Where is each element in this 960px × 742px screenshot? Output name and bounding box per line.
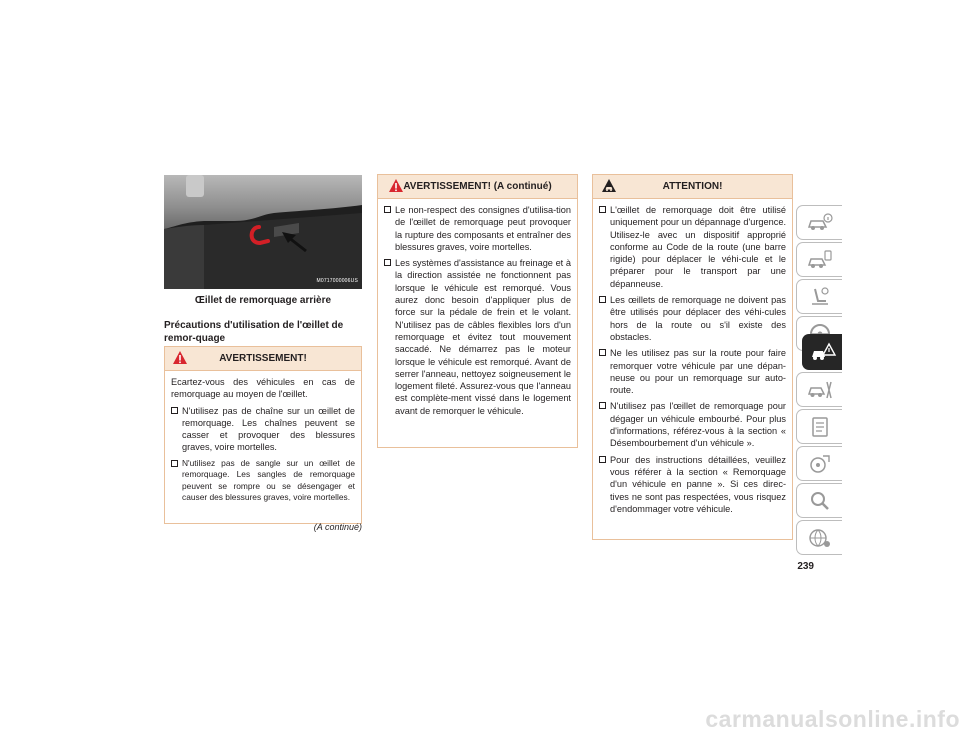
checkbox-bullet-icon (171, 407, 178, 414)
attention-box-header (593, 175, 792, 199)
list-item: N'utilisez pas de sangle sur un œillet de remorquage. Les sangles de remorquage peuvent se rompre ou se désengager et causer des blessures graves, voire mortelles. (171, 458, 355, 504)
list-item: Ne les utilisez pas sur la route pour faire remorquer votre véhicule par une dépan-neuse ou pour un remorquage sur auto-route. (599, 347, 786, 396)
checkbox-bullet-icon (599, 206, 606, 213)
nav-tab-service[interactable] (796, 372, 842, 407)
watermark: carmanualsonline.info (705, 706, 960, 732)
checkbox-bullet-icon (599, 349, 606, 356)
continued-note: (A continué) (313, 522, 362, 532)
page-number: 239 (797, 561, 814, 572)
warning-box-continued (377, 174, 578, 448)
list-item: Les œillets de remorquage ne doivent pas être utilisés pour déplacer des véhi-cules hors de la route ou s'il existe des obstacles. (599, 294, 786, 343)
warning-cont-list (384, 204, 571, 417)
warning-box-continued-body (378, 199, 577, 417)
attention-box-body (593, 199, 792, 515)
nav-tab-car-info[interactable] (796, 205, 842, 240)
warning-box-body (165, 371, 361, 503)
tow-hook-illustration (164, 175, 362, 289)
list-item: Pour des instructions détaillées, veuillez vous référer à la section « Remorquage d'un véhicule en panne ». Si ces direc-tives ne sont pas respectées, vous risquez d'endommager votre véhicule. (599, 454, 786, 515)
nav-tab-search[interactable] (796, 483, 842, 518)
checkbox-bullet-icon (384, 206, 391, 213)
nav-tab-media[interactable] (796, 446, 842, 481)
warning-box (164, 346, 362, 524)
attention-box (592, 174, 793, 540)
nav-tab-specs[interactable] (796, 409, 842, 444)
checkbox-bullet-icon (599, 296, 606, 303)
warning-box-title: AVERTISSEMENT! (219, 353, 307, 364)
warning-box-continued-title: AVERTISSEMENT! (A continué) (403, 181, 552, 192)
media-icon (806, 452, 834, 476)
attention-box-title: ATTENTION! (662, 181, 723, 192)
car-tools-icon (806, 378, 834, 402)
warning-car-icon (809, 340, 837, 364)
spec-sheet-icon (806, 415, 834, 439)
car-key-icon (806, 248, 834, 272)
tow-hook-photo (164, 175, 362, 289)
seat-icon (806, 285, 834, 309)
list-item: Les systèmes d'assistance au freinage et à la direction assistée ne fonctionnent pas lorsque le véhicule est remorqué. Vous aurez donc besoin d'appliquer plus de force sur la pédale de frein et le volant. N'utilisez pas de câbles flexibles lors d'un remorquage et évitez tout mouvement saccadé. Ne démarrez pas le moteur lorsque le véhicule est remorqué. Avant de serrer l'anneau, nettoyez soigneusement le logement fileté. Assurez-vous que l'anneau est complète-ment vissé dans le logement avant de remorquer le véhicule. (384, 257, 571, 417)
attention-list (599, 204, 786, 515)
list-item: L'œillet de remorquage doit être utilisé uniquement pour un dépannage d'urgence. Utilisez-le avec un dispositif approprié conforme au Code de la route (une barre rigide) pour déplacer le véhi-cule et le préparer pour le transport par une dépanneuse. (599, 204, 786, 290)
section-heading: Précautions d'utilisation de l'œillet de remor-quage (164, 320, 344, 344)
checkbox-bullet-icon (384, 259, 391, 266)
warning-box-continued-header (378, 175, 577, 199)
nav-tab-car-key[interactable] (796, 242, 842, 277)
list-item: Le non-respect des consignes d'utilisa-tion de l'œillet de remorquage peut provoquer la rupture des composants et entraîner des blessures graves, voire mortelles. (384, 204, 571, 253)
language-icon (806, 526, 834, 550)
checkbox-bullet-icon (599, 456, 606, 463)
magnifier-icon (806, 489, 834, 513)
list-item: N'utilisez pas de chaîne sur un œillet de remorquage. Les chaînes peuvent se casser et provoquer des blessures graves, voire mortelles. (171, 405, 355, 454)
car-info-icon (806, 211, 834, 235)
nav-tab-emergency[interactable] (802, 334, 842, 370)
list-item: N'utilisez pas l'œillet de remorquage pour dégager un véhicule embourbé. Pour plus d'informations, référez-vous à la section « Désembourbement d'un véhicule ». (599, 400, 786, 449)
warning-intro: Ecartez-vous des véhicules en cas de remorquage au moyen de l'œillet. (171, 377, 355, 400)
warning-list (171, 405, 355, 504)
image-code: M0717000006US (316, 278, 358, 284)
nav-tab-seat[interactable] (796, 279, 842, 314)
checkbox-bullet-icon (171, 460, 178, 467)
figure-caption: Œillet de remorquage arrière (194, 295, 332, 306)
nav-tab-language[interactable] (796, 520, 842, 555)
warning-box-header (165, 347, 361, 371)
checkbox-bullet-icon (599, 402, 606, 409)
